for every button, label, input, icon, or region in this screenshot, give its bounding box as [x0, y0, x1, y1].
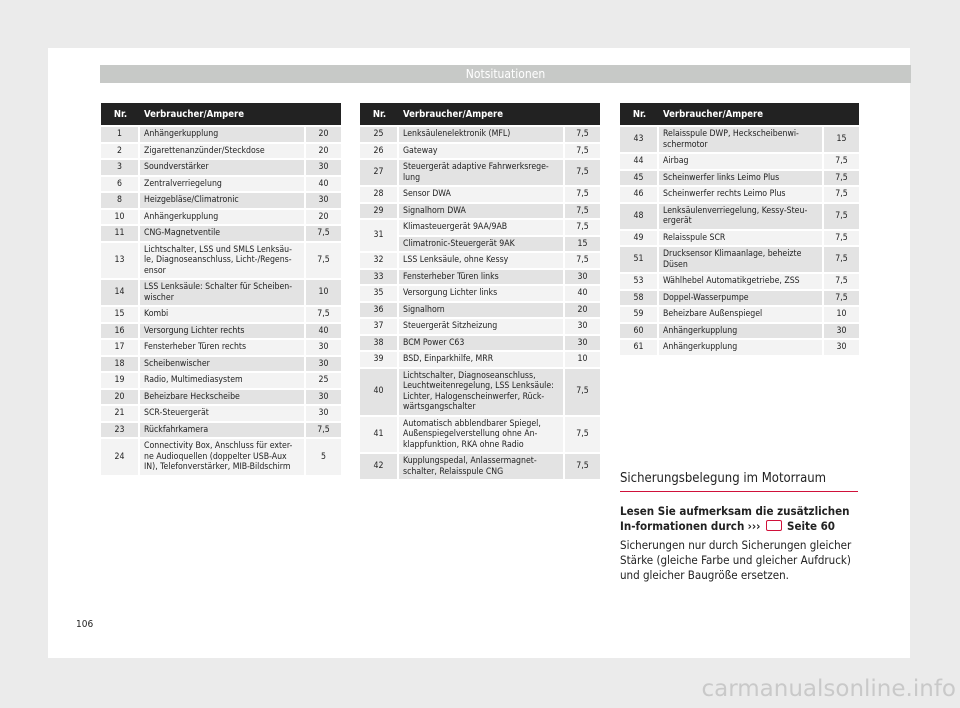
table-row [620, 154, 859, 169]
fuse-number: 14 [101, 280, 140, 305]
fuse-number: 53 [620, 274, 659, 289]
table-row [360, 160, 600, 185]
table-row [620, 274, 859, 289]
fuse-number: 49 [620, 231, 659, 246]
ampere-value: 30 [563, 270, 600, 285]
ampere-value: 30 [304, 193, 341, 208]
ampere-value: 10 [563, 352, 600, 367]
table-row [360, 454, 600, 479]
fuse-number: 8 [101, 193, 140, 208]
note-body: Sicherungen nur durch Sicherungen gleicher Stärke (gleiche Farbe und gleicher Aufdruck) und gleicher Baugröße ersetzen. [620, 538, 852, 582]
consumer-description: Fensterheber Türen links [399, 270, 563, 285]
table-row [620, 231, 859, 246]
ampere-value: 5 [304, 439, 341, 475]
ampere-value: 30 [822, 324, 859, 339]
table-row [101, 340, 341, 355]
consumer-description: Lenksäulenverriegelung, Kessy-Steu-ergerät [659, 204, 822, 229]
ampere-value: 30 [822, 340, 859, 355]
consumer-description: Connectivity Box, Anschluss für exter-ne Audioquellen (doppelter USB-Aux IN), Telefonverstärker, MIB-Bildschirm [140, 439, 304, 475]
table-row [101, 280, 341, 305]
fuse-number: 41 [360, 417, 399, 453]
table-row [101, 373, 341, 388]
consumer-description: Wählhebel Automatikgetriebe, ZSS [659, 274, 822, 289]
consumer-description: Scheinwerfer rechts Leimo Plus [659, 187, 822, 202]
consumer-description: Relaisspule DWP, Heckscheibenwi-schermotor [659, 127, 822, 152]
ampere-value: 30 [304, 357, 341, 372]
fuse-number: 51 [620, 247, 659, 272]
consumer-description: Drucksensor Klimaanlage, beheizte Düsen [659, 247, 822, 272]
consumer-description: Climatronic-Steuergerät 9AK [399, 237, 563, 252]
fuse-number: 1 [101, 127, 140, 142]
ampere-value: 20 [304, 144, 341, 159]
ampere-value: 7,5 [822, 247, 859, 272]
fuse-number: 25 [360, 127, 399, 142]
fuse-number: 23 [101, 423, 140, 438]
table-row [360, 303, 600, 318]
ampere-value: 30 [304, 160, 341, 175]
ampere-value: 10 [822, 307, 859, 322]
ampere-value: 7,5 [822, 187, 859, 202]
column-header-consumer: Verbraucher/Ampere [659, 103, 859, 125]
ampere-value: 7,5 [304, 423, 341, 438]
table-row [101, 144, 341, 159]
fuse-number: 13 [101, 243, 140, 279]
consumer-description: Anhängerkupplung [659, 324, 822, 339]
table-row [360, 336, 600, 351]
fuse-number: 43 [620, 127, 659, 152]
consumer-description: BSD, Einparkhilfe, MRR [399, 352, 563, 367]
ampere-value: 7,5 [822, 291, 859, 306]
column-header-nr: Nr. [360, 103, 399, 125]
ampere-value: 7,5 [304, 243, 341, 279]
consumer-description: Signalhorn [399, 303, 563, 318]
manual-page [48, 48, 910, 658]
consumer-description: Lichtschalter, LSS und SMLS Lenksäu-le, Diagnoseanschluss, Licht-/Regens-ensor [140, 243, 304, 279]
consumer-description: Lenksäulenelektronik (MFL) [399, 127, 563, 142]
table-row [360, 417, 600, 453]
ampere-value: 7,5 [563, 187, 600, 202]
ampere-value: 7,5 [822, 204, 859, 229]
consumer-description: Fensterheber Türen rechts [140, 340, 304, 355]
fuse-number: 6 [101, 177, 140, 192]
consumer-description: Scheibenwischer [140, 357, 304, 372]
ampere-value: 30 [304, 390, 341, 405]
fuse-number: 20 [101, 390, 140, 405]
fuse-table-2 [360, 101, 600, 481]
table-row [360, 204, 600, 219]
table-row [101, 193, 341, 208]
fuse-number: 3 [101, 160, 140, 175]
section-header: Notsituationen [100, 65, 911, 83]
consumer-description: SCR-Steuergerät [140, 406, 304, 421]
consumer-description: Anhängerkupplung [140, 127, 304, 142]
ampere-value: 25 [304, 373, 341, 388]
ampere-value: 7,5 [563, 369, 600, 415]
ampere-value: 30 [563, 336, 600, 351]
consumer-description: Airbag [659, 154, 822, 169]
fuse-number: 39 [360, 352, 399, 367]
consumer-description: Beheizbare Außenspiegel [659, 307, 822, 322]
ampere-value: 20 [304, 210, 341, 225]
ampere-value: 10 [304, 280, 341, 305]
consumer-description: LSS Lenksäule: Schalter für Scheiben-wischer [140, 280, 304, 305]
fuse-number: 40 [360, 369, 399, 415]
consumer-description: Anhängerkupplung [140, 210, 304, 225]
ampere-value: 15 [563, 237, 600, 252]
table-row [101, 357, 341, 372]
fuse-number: 36 [360, 303, 399, 318]
table-row [620, 307, 859, 322]
watermark: carmanualsonline.info [701, 676, 956, 702]
consumer-description: CNG-Magnetventile [140, 226, 304, 241]
table-row [101, 423, 341, 438]
consumer-description: Rückfahrkamera [140, 423, 304, 438]
fuse-number: 33 [360, 270, 399, 285]
consumer-description: Heizgebläse/Climatronic [140, 193, 304, 208]
fuse-table-3 [620, 101, 859, 357]
consumer-description: Versorgung Lichter links [399, 286, 563, 301]
fuse-number: 28 [360, 187, 399, 202]
ampere-value: 30 [304, 340, 341, 355]
ampere-value: 7,5 [563, 144, 600, 159]
fuse-number: 32 [360, 253, 399, 268]
column-header-nr: Nr. [101, 103, 140, 125]
ampere-value: 7,5 [822, 274, 859, 289]
fuse-number: 10 [101, 210, 140, 225]
fuse-number: 17 [101, 340, 140, 355]
consumer-description: Gateway [399, 144, 563, 159]
table-row [620, 324, 859, 339]
consumer-description: Steuergerät Sitzheizung [399, 319, 563, 334]
table-row [360, 319, 600, 334]
fuse-number: 16 [101, 324, 140, 339]
consumer-description: Klimasteuergerät 9AA/9AB [399, 220, 563, 235]
consumer-description: LSS Lenksäule, ohne Kessy [399, 253, 563, 268]
consumer-description: BCM Power C63 [399, 336, 563, 351]
table-row [101, 307, 341, 322]
fuse-number: 59 [620, 307, 659, 322]
fuse-number: 38 [360, 336, 399, 351]
table-row [620, 247, 859, 272]
table-row [360, 144, 600, 159]
note-block [620, 504, 860, 583]
ampere-value: 15 [822, 127, 859, 152]
fuse-number: 44 [620, 154, 659, 169]
fuse-number: 11 [101, 226, 140, 241]
fuse-number: 21 [101, 406, 140, 421]
fuse-number: 18 [101, 357, 140, 372]
table-row [360, 286, 600, 301]
consumer-description: Beheizbare Heckscheibe [140, 390, 304, 405]
ampere-value: 7,5 [563, 127, 600, 142]
table-row [360, 352, 600, 367]
note-arrows: ››› [747, 519, 761, 533]
fuse-number: 58 [620, 291, 659, 306]
book-icon [766, 520, 782, 531]
fuse-number: 2 [101, 144, 140, 159]
table-row [620, 340, 859, 355]
table-row [101, 210, 341, 225]
note-bold-text: Lesen Sie aufmerksam die zusätzlichen In-formationen durch [620, 504, 850, 533]
fuse-number: 19 [101, 373, 140, 388]
ampere-value: 40 [304, 177, 341, 192]
ampere-value: 7,5 [563, 204, 600, 219]
ampere-value: 7,5 [563, 160, 600, 185]
consumer-description: Soundverstärker [140, 160, 304, 175]
table-row [101, 324, 341, 339]
fuse-number: 48 [620, 204, 659, 229]
fuse-number: 29 [360, 204, 399, 219]
column-header-consumer: Verbraucher/Ampere [140, 103, 341, 125]
page-number: 106 [76, 619, 94, 630]
table-row [620, 204, 859, 229]
ampere-value: 7,5 [563, 253, 600, 268]
table-row [101, 406, 341, 421]
consumer-description: Relaisspule SCR [659, 231, 822, 246]
fuse-number: 61 [620, 340, 659, 355]
section-title: Sicherungsbelegung im Motorraum [620, 471, 858, 492]
ampere-value: 7,5 [304, 226, 341, 241]
fuse-number: 37 [360, 319, 399, 334]
ampere-value: 7,5 [822, 231, 859, 246]
ampere-value: 20 [304, 127, 341, 142]
ampere-value: 7,5 [563, 220, 600, 235]
table-row [360, 253, 600, 268]
column-header-nr: Nr. [620, 103, 659, 125]
consumer-description: Zigarettenanzünder/Steckdose [140, 144, 304, 159]
consumer-description: Radio, Multimediasystem [140, 373, 304, 388]
fuse-table-1 [101, 101, 341, 477]
consumer-description: Signalhorn DWA [399, 204, 563, 219]
ampere-value: 7,5 [563, 454, 600, 479]
ampere-value: 7,5 [304, 307, 341, 322]
table-row [101, 177, 341, 192]
consumer-description: Lichtschalter, Diagnoseanschluss, Leuchtweitenregelung, LSS Lenksäule: Lichter, Halogenscheinwerfer, Rück-wärtsgangschalter [399, 369, 563, 415]
table-row [360, 220, 600, 235]
ampere-value: 30 [304, 406, 341, 421]
consumer-description: Zentralverriegelung [140, 177, 304, 192]
table-row [620, 291, 859, 306]
consumer-description: Kupplungspedal, Anlassermagnet-schalter, Relaisspule CNG [399, 454, 563, 479]
fuse-number: 60 [620, 324, 659, 339]
ampere-value: 30 [563, 319, 600, 334]
consumer-description: Automatisch abblendbarer Spiegel, Außenspiegelverstellung ohne An-klappfunktion, RKA ohne Radio [399, 417, 563, 453]
fuse-number: 46 [620, 187, 659, 202]
column-header-consumer: Verbraucher/Ampere [399, 103, 600, 125]
table-row [101, 243, 341, 279]
consumer-description: Scheinwerfer links Leimo Plus [659, 171, 822, 186]
fuse-number: 26 [360, 144, 399, 159]
ampere-value: 40 [563, 286, 600, 301]
table-row [360, 369, 600, 415]
consumer-description: Kombi [140, 307, 304, 322]
ampere-value: 20 [563, 303, 600, 318]
fuse-number: 45 [620, 171, 659, 186]
fuse-number: 42 [360, 454, 399, 479]
table-row [101, 127, 341, 142]
consumer-description: Versorgung Lichter rechts [140, 324, 304, 339]
table-row [360, 127, 600, 142]
fuse-number: 31 [360, 220, 399, 251]
table-row [620, 187, 859, 202]
fuse-number: 27 [360, 160, 399, 185]
consumer-description: Doppel-Wasserpumpe [659, 291, 822, 306]
table-row [360, 270, 600, 285]
table-row [360, 187, 600, 202]
fuse-number: 35 [360, 286, 399, 301]
table-row [101, 390, 341, 405]
table-row [101, 160, 341, 175]
consumer-description: Sensor DWA [399, 187, 563, 202]
consumer-description: Steuergerät adaptive Fahrwerksrege-lung [399, 160, 563, 185]
ampere-value: 7,5 [822, 171, 859, 186]
ampere-value: 7,5 [822, 154, 859, 169]
note-page-ref[interactable]: Seite 60 [787, 519, 835, 533]
ampere-value: 7,5 [563, 417, 600, 453]
fuse-number: 15 [101, 307, 140, 322]
fuse-number: 24 [101, 439, 140, 475]
table-row [101, 439, 341, 475]
consumer-description: Anhängerkupplung [659, 340, 822, 355]
table-row [101, 226, 341, 241]
table-row [620, 127, 859, 152]
table-row [620, 171, 859, 186]
ampere-value: 40 [304, 324, 341, 339]
